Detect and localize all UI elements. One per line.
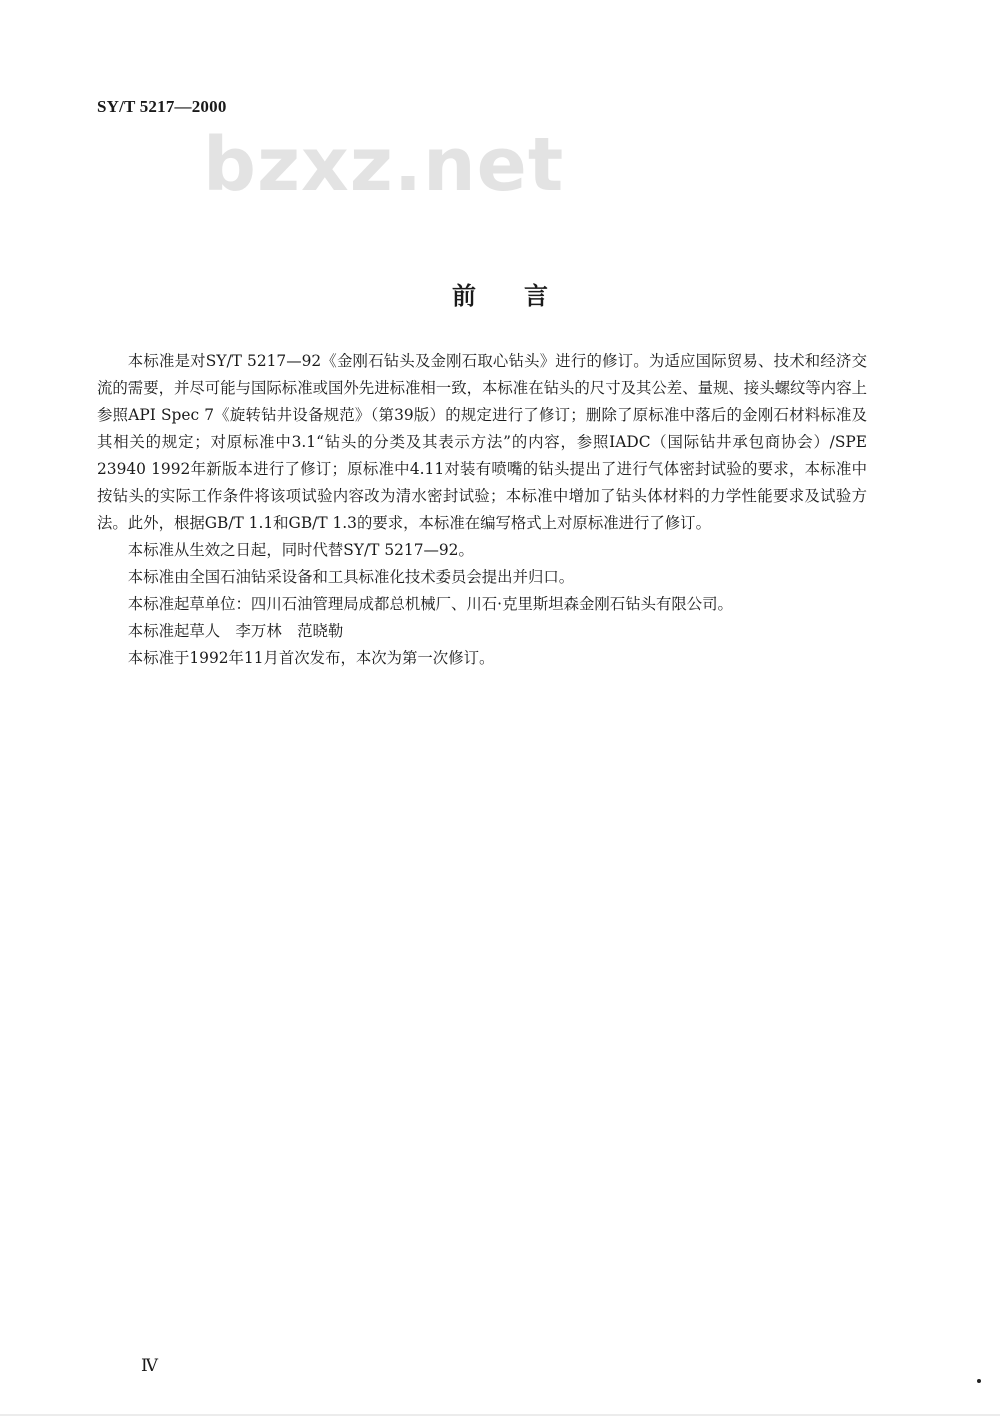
foreword-paragraph: 本标准起草人 李万林 范晓勒 xyxy=(127,622,344,640)
foreword-paragraph: 本标准由全国石油钻采设备和工具标准化技术委员会提出并归口。 xyxy=(127,568,575,586)
page-number: Ⅳ xyxy=(141,1356,158,1375)
scan-mark xyxy=(977,1379,981,1383)
document-code: SY/T 5217—2000 xyxy=(97,97,227,116)
foreword-paragraph: 本标准是对SY/T 5217—92《金刚石钻头及金刚石取心钻头》进行的修订。为适应国际贸易、技术和经济交流的需要，并尽可能与国际标准或国外先进标准相一致，本标准在钻头的尺寸及其公差、量规、接头螺纹等内容上参照API Spec 7《旋转钻井设备规范》（第39版）的规定进行了修订；删除了原标准中落后的金刚石材料标准及其相关的规定；对原标准中3.1“钻头的分类及其表示方法”的内容，参照IADC（国际钻井承包商协会）/SPE 23940 1992年新版本进行了修订；原标准中4.11对装有喷嘴的钻头提出了进行气体密封试验的要求，本标准中按钻头的实际工作条件将该项试验内容改为清水密封试验；本标准中增加了钻头体材料的力学性能要求及试验方法。此外，根据GB/T 1.1和GB/T 1.3的要求，本标准在编写格式上对原标准进行了修订。 xyxy=(97,352,867,532)
foreword-paragraph: 本标准从生效之日起，同时代替SY/T 5217—92。 xyxy=(127,541,474,559)
foreword-paragraph: 本标准于1992年11月首次发布，本次为第一次修订。 xyxy=(127,649,495,667)
watermark: bzxz.net xyxy=(203,122,565,208)
foreword-body xyxy=(97,348,867,672)
page-edge xyxy=(0,1414,1000,1416)
foreword-paragraph: 本标准起草单位：四川石油管理局成都总机械厂、川石·克里斯坦森金刚石钻头有限公司。 xyxy=(127,595,733,613)
foreword-title: 前言 xyxy=(452,282,596,310)
